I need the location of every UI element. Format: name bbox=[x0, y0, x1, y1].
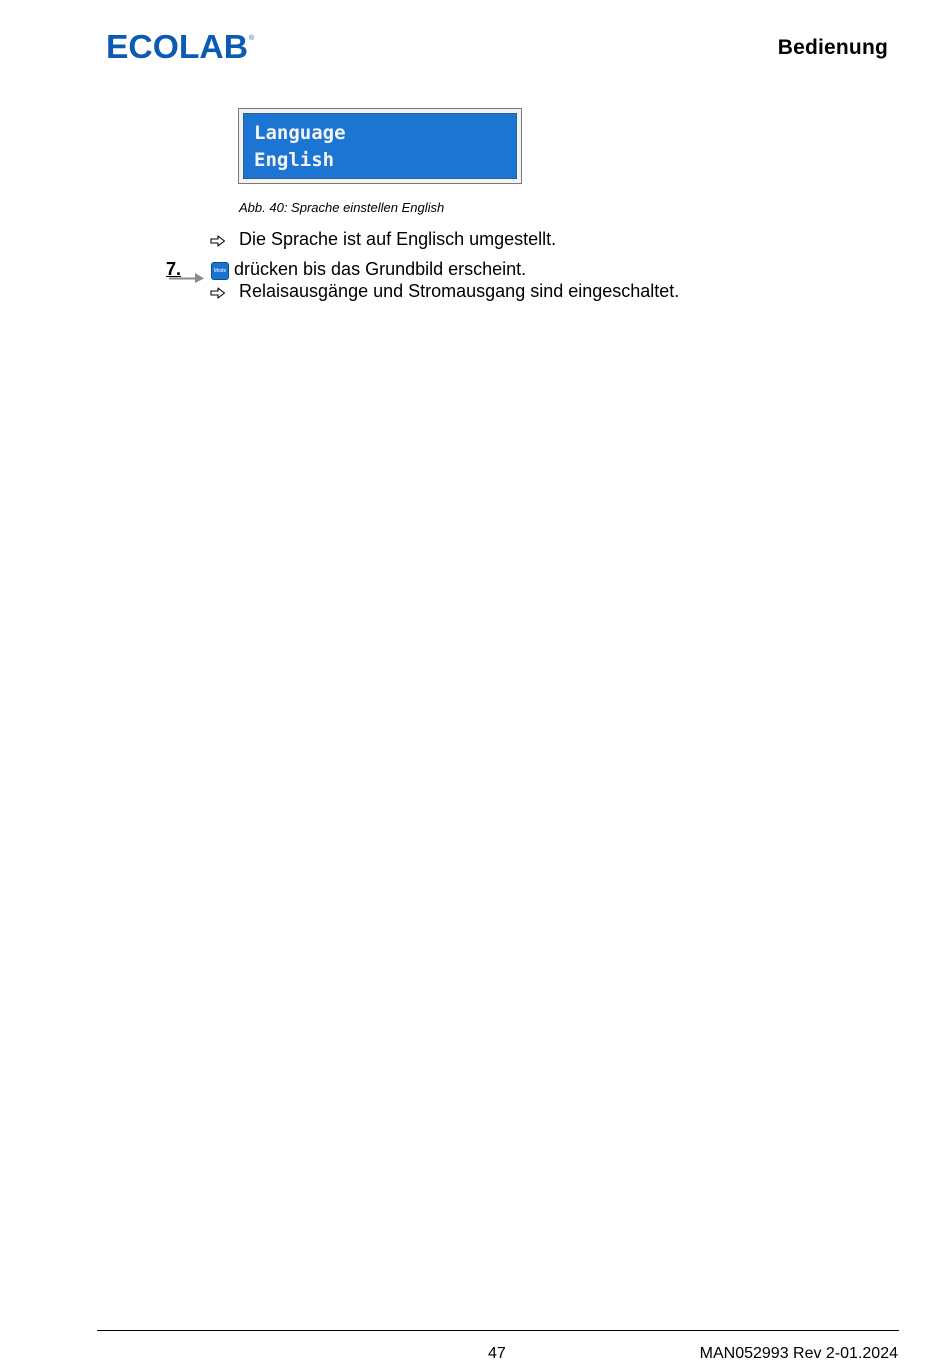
lcd-line-1: Language bbox=[254, 122, 346, 144]
figure-caption: Abb. 40: Sprache einstellen English bbox=[239, 200, 445, 215]
display-figure bbox=[238, 108, 522, 184]
footer-divider bbox=[97, 1330, 899, 1331]
result-text-2: Relaisausgänge und Stromausgang sind eingeschaltet. bbox=[239, 281, 680, 301]
lcd-display bbox=[243, 113, 517, 179]
lcd-line-2: English bbox=[254, 149, 335, 171]
ecolab-logo bbox=[106, 30, 256, 62]
step-number: 7. bbox=[166, 259, 182, 279]
result-line-2 bbox=[210, 280, 679, 302]
document-id: MAN052993 Rev 2-01.2024 bbox=[699, 1345, 898, 1362]
step-text: drücken bis das Grundbild erscheint. bbox=[234, 259, 527, 279]
svg-text:®: ® bbox=[249, 35, 255, 42]
result-arrow-icon bbox=[210, 228, 239, 250]
page-number: 47 bbox=[488, 1345, 506, 1362]
result-line-1 bbox=[210, 228, 556, 250]
section-title: Bedienung bbox=[777, 36, 888, 59]
mode-key-icon: Mode bbox=[211, 262, 229, 280]
svg-text:ECOLAB: ECOLAB bbox=[106, 30, 248, 62]
result-arrow-icon bbox=[210, 280, 239, 302]
result-text-1: Die Sprache ist auf Englisch umgestellt. bbox=[239, 229, 557, 249]
step-arrow-icon bbox=[168, 266, 206, 288]
